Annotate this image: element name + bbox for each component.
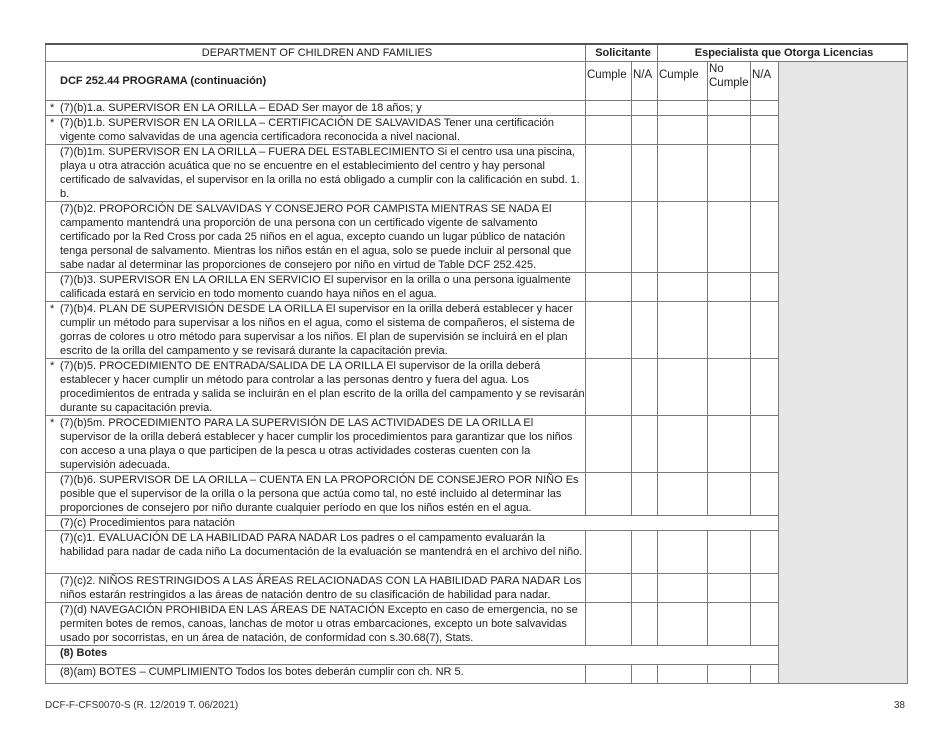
na-checkbox[interactable] [632, 665, 658, 684]
na-checkbox[interactable] [632, 273, 658, 302]
table-row [46, 116, 908, 145]
specialist-cumple-checkbox[interactable] [658, 202, 708, 273]
cumple-checkbox[interactable] [586, 416, 632, 473]
na-checkbox[interactable] [632, 531, 658, 574]
requirement-label: (7)(b)6. SUPERVISOR DE LA ORILLA – CUENTA EN LA PROPORCIÓN DE CONSEJERO POR NIÑO Es posible que el supervisor de la orilla o la persona que actúa como tal, no esté incluido al determinar las proporciones de consejero por niño durante cualquier período en que los niños estén en el agua. [60, 474, 579, 514]
cumple-checkbox[interactable] [586, 273, 632, 302]
specialist-na-checkbox[interactable] [751, 416, 779, 473]
cumple-checkbox[interactable] [586, 574, 632, 603]
specialist-na-checkbox[interactable] [751, 359, 779, 416]
requirement-text [46, 116, 586, 145]
na-checkbox[interactable] [632, 574, 658, 603]
specialist-cumple-checkbox[interactable] [658, 359, 708, 416]
na-checkbox[interactable] [632, 416, 658, 473]
na-checkbox[interactable] [632, 359, 658, 416]
specialist-no-cumple-checkbox[interactable] [708, 302, 751, 359]
solicitante-header: Solicitante [586, 44, 658, 62]
na-checkbox[interactable] [632, 145, 658, 202]
requirement-text [46, 273, 586, 302]
section-heading: (7)(c) Procedimientos para natación [46, 516, 779, 531]
specialist-no-cumple-checkbox[interactable] [708, 473, 751, 516]
specialist-no-cumple-checkbox[interactable] [708, 359, 751, 416]
specialist-na-checkbox[interactable] [751, 574, 779, 603]
specialist-cumple-checkbox[interactable] [658, 416, 708, 473]
cumple-checkbox[interactable] [586, 145, 632, 202]
specialist-no-cumple-checkbox[interactable] [708, 603, 751, 646]
table-row [46, 473, 908, 516]
requirement-label: (7)(b)2. PROPORCIÓN DE SALVAVIDAS Y CONSEJERO POR CAMPISTA MIENTRAS SE NADA El campamento mantendrá una proporción de una persona con un certificado vigente de salvamento certificado por la Red Cross por cada 25 niños en el agua, excepto cuando un lugar público de natación tenga personal de salvamento. Mientras los niños están en el agua, solo se puede incluir al personal que sabe nadar al determinar las proporciones de consejero por niño en virtud de Table DCF 252.425. [60, 203, 572, 271]
requirement-text [46, 359, 586, 416]
table-row [46, 202, 908, 273]
requirement-label: (7)(c)1. EVALUACIÓN DE LA HABILIDAD PARA NADAR Los padres o el campamento evaluarán la habilidad para nadar de cada niño La documentación de la evaluación se mantendrá en el archivo del niño. [60, 532, 583, 558]
specialist-no-cumple-checkbox[interactable] [708, 273, 751, 302]
na-checkbox[interactable] [632, 473, 658, 516]
asterisk-marker: * [50, 102, 55, 114]
specialist-cumple-checkbox[interactable] [658, 603, 708, 646]
specialist-no-cumple-checkbox[interactable] [708, 145, 751, 202]
requirement-label: (7)(b)1m. SUPERVISOR EN LA ORILLA – FUERA DEL ESTABLECIMIENTO Si el centro usa una piscina, playa u otra atracción acuática que no se encuentre en el establecimiento del centro y hay personal certificado de salvavidas, el supervisor en la orilla no está obligado a cumplir con la calificación en subd. 1. b. [60, 146, 580, 200]
col-no-cumple [708, 62, 751, 101]
specialist-na-checkbox[interactable] [751, 116, 779, 145]
table-row [46, 665, 908, 684]
col-na: N/A [632, 62, 658, 101]
especialista-header: Especialista que Otorga Licencias [658, 44, 908, 62]
col-no-cumple-label: Cumple [709, 77, 749, 89]
cumple-checkbox[interactable] [586, 531, 632, 574]
specialist-no-cumple-checkbox[interactable] [708, 116, 751, 145]
requirement-label: (7)(b)4. PLAN DE SUPERVISIÓN DESDE LA ORILLA El supervisor en la orilla deberá establecer y hacer cumplir un método para supervisar a los niños en el agua, como el sistema de compañeros, el sistema de gorras de colores u otro método para supervisar a los niños. El plan de supervisión se incluirá en el plan escrito de la orilla del campamento y se revisará durante la capacitación previa. [60, 303, 575, 357]
section-heading: (8) Botes [46, 646, 779, 665]
gray-margin [779, 62, 908, 684]
specialist-na-checkbox[interactable] [751, 202, 779, 273]
requirement-label: (7)(b)5. PROCEDIMIENTO DE ENTRADA/SALIDA DE LA ORILLA El supervisor de la orilla deberá establecer y hacer cumplir un método para controlar a las personas dentro y fuera del agua. Los procedimientos de entrada y salida se incluirán en el plan escrito de la orilla del campamento y se revisarán durante su capacitación previa. [60, 360, 585, 414]
specialist-cumple-checkbox[interactable] [658, 145, 708, 202]
requirement-text [46, 574, 586, 603]
cumple-checkbox[interactable] [586, 202, 632, 273]
table-row [46, 603, 908, 646]
col-cumple: Cumple [586, 62, 632, 101]
section-row [46, 646, 908, 665]
requirement-label: (8)(am) BOTES – CUMPLIMIENTO Todos los botes deberán cumplir con ch. NR 5. [60, 666, 464, 678]
specialist-na-checkbox[interactable] [751, 302, 779, 359]
col-cumple-2: Cumple [658, 62, 708, 101]
requirement-text [46, 603, 586, 646]
specialist-cumple-checkbox[interactable] [658, 273, 708, 302]
requirement-label: (7)(b)3. SUPERVISOR EN LA ORILLA EN SERVICIO El supervisor en la orilla o una persona igualmente calificada estará en servicio en todo momento cuando haya niños en el agua. [60, 274, 571, 300]
asterisk-marker: * [50, 360, 55, 372]
specialist-na-checkbox[interactable] [751, 101, 779, 116]
page-number: 38 [893, 700, 905, 711]
cumple-checkbox[interactable] [586, 116, 632, 145]
specialist-na-checkbox[interactable] [751, 473, 779, 516]
specialist-na-checkbox[interactable] [751, 145, 779, 202]
section-row [46, 516, 908, 531]
requirement-text [46, 101, 586, 116]
na-checkbox[interactable] [632, 302, 658, 359]
department-header: DEPARTMENT OF CHILDREN AND FAMILIES [46, 44, 586, 62]
table-row [46, 359, 908, 416]
col-na-2: N/A [751, 62, 779, 101]
specialist-no-cumple-checkbox[interactable] [708, 416, 751, 473]
specialist-na-checkbox[interactable] [751, 665, 779, 684]
specialist-no-cumple-checkbox[interactable] [708, 202, 751, 273]
specialist-no-cumple-checkbox[interactable] [708, 531, 751, 574]
specialist-no-cumple-checkbox[interactable] [708, 101, 751, 116]
specialist-na-checkbox[interactable] [751, 603, 779, 646]
requirement-text [46, 665, 586, 684]
requirement-text [46, 145, 586, 202]
header-row-2 [46, 62, 908, 101]
specialist-cumple-checkbox[interactable] [658, 473, 708, 516]
requirement-label: (7)(c)2. NIÑOS RESTRINGIDOS A LAS ÁREAS RELACIONADAS CON LA HABILIDAD PARA NADAR Los niños estarán restringidos a las áreas de natación dentro de su clasificación de habilidad para nadar. [60, 575, 582, 601]
requirement-text [46, 531, 586, 574]
form-id: DCF-F-CFS0070-S (R. 12/2019 T. 06/2021) [45, 700, 239, 711]
specialist-cumple-checkbox[interactable] [658, 665, 708, 684]
specialist-cumple-checkbox[interactable] [658, 101, 708, 116]
na-checkbox[interactable] [632, 101, 658, 116]
requirement-label: (7)(b)1.a. SUPERVISOR EN LA ORILLA – EDAD Ser mayor de 18 años; y [60, 102, 422, 114]
table-row [46, 531, 908, 574]
asterisk-marker: * [50, 303, 55, 315]
asterisk-marker: * [50, 417, 55, 429]
table-row [46, 273, 908, 302]
na-checkbox[interactable] [632, 116, 658, 145]
requirement-text [46, 473, 586, 516]
specialist-cumple-checkbox[interactable] [658, 574, 708, 603]
program-header: DCF 252.44 PROGRAMA (continuación) [46, 62, 586, 101]
requirement-label: (7)(b)5m. PROCEDIMIENTO PARA LA SUPERVISIÓN DE LAS ACTIVIDADES DE LA ORILLA El supervisor de la orilla deberá establecer y hacer cumplir los procedimientos para garantizar que los niños con acceso a una playa o que participen de la pesca u otras actividades costeras cuenten con la supervisión adecuada. [60, 417, 573, 471]
specialist-cumple-checkbox[interactable] [658, 531, 708, 574]
na-checkbox[interactable] [632, 202, 658, 273]
table-row [46, 145, 908, 202]
col-no-label: No [709, 63, 724, 75]
checklist-table [45, 43, 908, 684]
cumple-checkbox[interactable] [586, 359, 632, 416]
cumple-checkbox[interactable] [586, 603, 632, 646]
requirement-label: (7)(b)1.b. SUPERVISOR EN LA ORILLA – CERTIFICACIÓN DE SALVAVIDAS Tener una certificación vigente como salvavidas de una agencia certificadora reconocida a nivel nacional. [60, 117, 554, 143]
table-row [46, 302, 908, 359]
cumple-checkbox[interactable] [586, 473, 632, 516]
specialist-na-checkbox[interactable] [751, 531, 779, 574]
cumple-checkbox[interactable] [586, 101, 632, 116]
specialist-cumple-checkbox[interactable] [658, 116, 708, 145]
asterisk-marker: * [50, 117, 55, 129]
cumple-checkbox[interactable] [586, 302, 632, 359]
na-checkbox[interactable] [632, 603, 658, 646]
requirement-label: (7)(d) NAVEGACIÓN PROHIBIDA EN LAS ÁREAS DE NATACIÓN Excepto en caso de emergencia, no se permiten botes de remos, canoas, lanchas de motor u otras embarcaciones, excepto un bote salvavidas usado por socorristas, en un área de natación, de conformidad con s.30.68(7), Stats. [60, 604, 578, 644]
table-row [46, 416, 908, 473]
table-row [46, 101, 908, 116]
specialist-na-checkbox[interactable] [751, 273, 779, 302]
requirement-text [46, 302, 586, 359]
specialist-no-cumple-checkbox[interactable] [708, 574, 751, 603]
specialist-no-cumple-checkbox[interactable] [708, 665, 751, 684]
cumple-checkbox[interactable] [586, 665, 632, 684]
requirement-text [46, 416, 586, 473]
requirement-text [46, 202, 586, 273]
specialist-cumple-checkbox[interactable] [658, 302, 708, 359]
header-row-1 [46, 44, 908, 62]
table-row [46, 574, 908, 603]
